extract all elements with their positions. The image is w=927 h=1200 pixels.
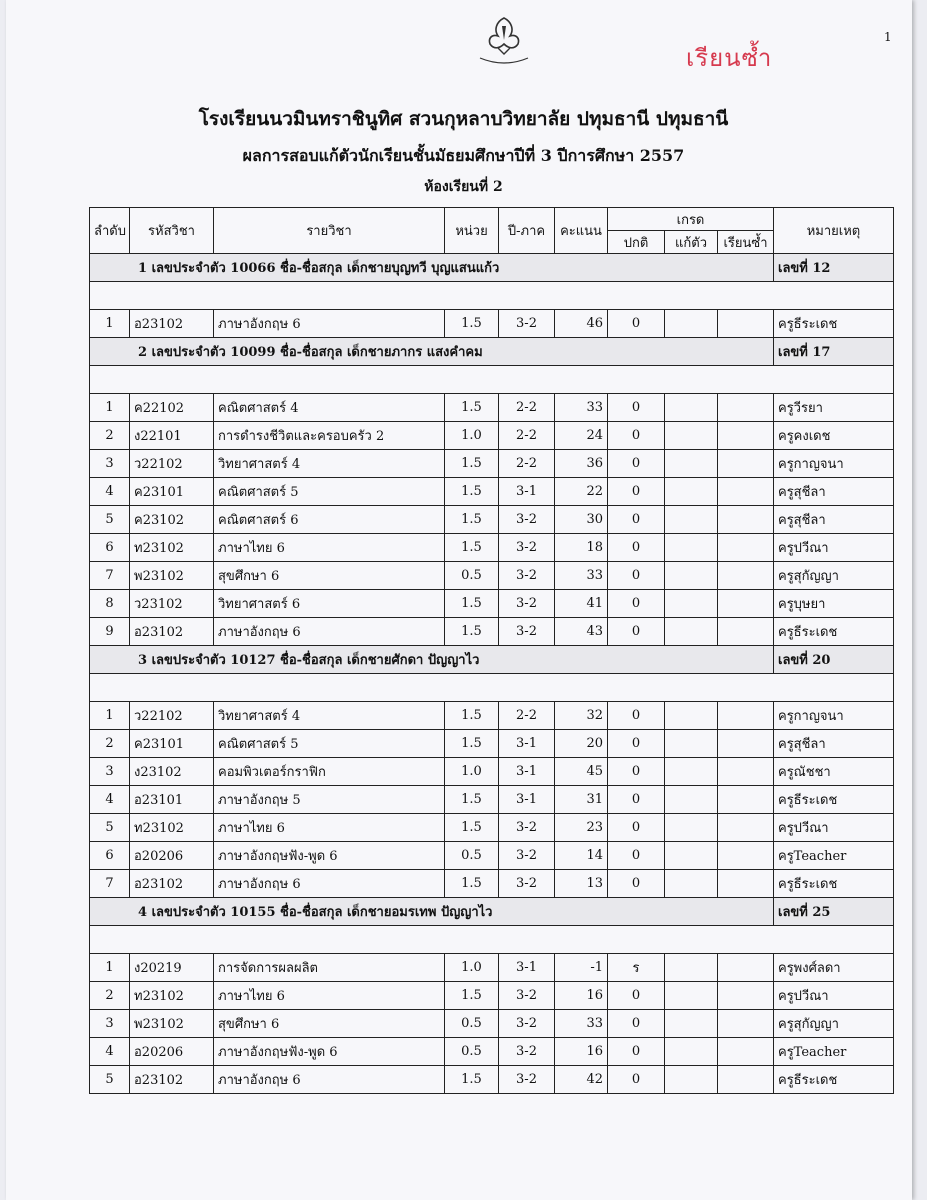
grade-normal: 0 <box>608 534 665 562</box>
subject-name: วิทยาศาสตร์ 4 <box>214 702 445 730</box>
grade-normal: 0 <box>608 422 665 450</box>
score: 16 <box>555 1038 608 1066</box>
grade-normal: 0 <box>608 618 665 646</box>
header-grade-repeat: เรียนซ้ำ <box>718 231 774 254</box>
grade-normal: 0 <box>608 394 665 422</box>
grade-repeat <box>718 450 774 478</box>
year-term: 2-2 <box>499 450 555 478</box>
header-subject: รายวิชา <box>214 208 445 254</box>
unit: 1.5 <box>445 814 499 842</box>
repeat-stamp: เรียนซ้ำ <box>686 44 773 72</box>
grade-retake <box>665 1038 718 1066</box>
row-number: 3 <box>90 450 130 478</box>
subject-name: คณิตศาสตร์ 4 <box>214 394 445 422</box>
grade-retake <box>665 450 718 478</box>
year-term: 2-2 <box>499 394 555 422</box>
year-term: 3-2 <box>499 534 555 562</box>
score: 33 <box>555 1010 608 1038</box>
row-number: 5 <box>90 1066 130 1094</box>
subject-name: ภาษาไทย 6 <box>214 982 445 1010</box>
row-number: 9 <box>90 618 130 646</box>
table-row <box>90 758 894 786</box>
section-spacer <box>90 366 894 394</box>
score: 42 <box>555 1066 608 1094</box>
subject-name: ภาษาอังกฤษ 6 <box>214 1066 445 1094</box>
unit: 1.5 <box>445 786 499 814</box>
subject-name: ภาษาอังกฤษ 5 <box>214 786 445 814</box>
subject-name: การดำรงชีวิตและครอบครัว 2 <box>214 422 445 450</box>
grade-normal: 0 <box>608 786 665 814</box>
teacher-remark: ครูวีรยา <box>774 394 894 422</box>
spacer-cell <box>90 366 894 394</box>
teacher-remark: ครูสุชีลา <box>774 478 894 506</box>
grade-repeat <box>718 730 774 758</box>
table-row <box>90 982 894 1010</box>
grade-repeat <box>718 562 774 590</box>
subject-code: อ23102 <box>130 1066 214 1094</box>
score: 13 <box>555 870 608 898</box>
score: 36 <box>555 450 608 478</box>
grade-retake <box>665 534 718 562</box>
grade-normal: 0 <box>608 758 665 786</box>
grade-retake <box>665 954 718 982</box>
unit: 1.5 <box>445 450 499 478</box>
year-term: 3-2 <box>499 590 555 618</box>
grade-retake <box>665 310 718 338</box>
subject-code: ง23102 <box>130 758 214 786</box>
table-row <box>90 814 894 842</box>
score: 46 <box>555 310 608 338</box>
teacher-remark: ครูคงเดช <box>774 422 894 450</box>
teacher-remark: ครูกาญจนา <box>774 450 894 478</box>
year-term: 3-2 <box>499 982 555 1010</box>
grade-normal: 0 <box>608 310 665 338</box>
subject-code: พ23102 <box>130 1010 214 1038</box>
student-number: เลขที่ 17 <box>774 338 894 366</box>
table-row <box>90 954 894 982</box>
table-row <box>90 1066 894 1094</box>
grade-normal: 0 <box>608 702 665 730</box>
subject-name: วิทยาศาสตร์ 6 <box>214 590 445 618</box>
year-term: 3-2 <box>499 842 555 870</box>
subject-name: วิทยาศาสตร์ 4 <box>214 450 445 478</box>
spacer-cell <box>90 282 894 310</box>
grade-normal: 0 <box>608 1038 665 1066</box>
student-header-row <box>90 898 894 926</box>
row-number: 1 <box>90 702 130 730</box>
page-number: 1 <box>884 30 892 44</box>
grade-retake <box>665 982 718 1010</box>
unit: 1.5 <box>445 730 499 758</box>
subject-code: ค23101 <box>130 478 214 506</box>
row-number: 4 <box>90 786 130 814</box>
unit: 1.0 <box>445 758 499 786</box>
teacher-remark: ครูธีระเดช <box>774 1066 894 1094</box>
score: 32 <box>555 702 608 730</box>
section-spacer <box>90 926 894 954</box>
student-number: เลขที่ 20 <box>774 646 894 674</box>
grade-normal: 0 <box>608 814 665 842</box>
score: 16 <box>555 982 608 1010</box>
teacher-remark: ครูTeacher <box>774 1038 894 1066</box>
student-number: เลขที่ 25 <box>774 898 894 926</box>
row-number: 2 <box>90 730 130 758</box>
grade-repeat <box>718 870 774 898</box>
unit: 1.5 <box>445 618 499 646</box>
subject-name: คณิตศาสตร์ 5 <box>214 478 445 506</box>
grade-repeat <box>718 758 774 786</box>
score: 23 <box>555 814 608 842</box>
table-row <box>90 1038 894 1066</box>
grade-retake <box>665 842 718 870</box>
teacher-remark: ครูสุชีลา <box>774 730 894 758</box>
subject-code: ค23102 <box>130 506 214 534</box>
year-term: 3-1 <box>499 478 555 506</box>
table-row <box>90 730 894 758</box>
row-number: 1 <box>90 954 130 982</box>
grade-normal: 0 <box>608 870 665 898</box>
teacher-remark: ครูสุกัญญา <box>774 562 894 590</box>
table-row <box>90 590 894 618</box>
student-info: 2 เลขประจำตัว 10099 ชื่อ-ชื่อสกุล เด็กชายภากร แสงคำคม <box>90 338 774 366</box>
school-seal-logo <box>476 14 532 66</box>
unit: 1.5 <box>445 870 499 898</box>
year-term: 2-2 <box>499 422 555 450</box>
table-row <box>90 394 894 422</box>
year-term: 2-2 <box>499 702 555 730</box>
teacher-remark: ครูTeacher <box>774 842 894 870</box>
subject-code: อ20206 <box>130 842 214 870</box>
header-order: ลำดับ <box>90 208 130 254</box>
unit: 1.5 <box>445 702 499 730</box>
grade-retake <box>665 506 718 534</box>
grade-retake <box>665 758 718 786</box>
row-number: 6 <box>90 534 130 562</box>
grade-repeat <box>718 982 774 1010</box>
teacher-remark: ครูพงศ์ลดา <box>774 954 894 982</box>
score: 33 <box>555 562 608 590</box>
subject-code: อ23102 <box>130 870 214 898</box>
grade-repeat <box>718 590 774 618</box>
grade-normal: 0 <box>608 982 665 1010</box>
teacher-remark: ครูปวีณา <box>774 814 894 842</box>
grade-normal: 0 <box>608 1010 665 1038</box>
subject-name: คณิตศาสตร์ 6 <box>214 506 445 534</box>
student-info: 4 เลขประจำตัว 10155 ชื่อ-ชื่อสกุล เด็กชายอมรเทพ ปัญญาไว <box>90 898 774 926</box>
score: 24 <box>555 422 608 450</box>
subject-code: ง20219 <box>130 954 214 982</box>
unit: 1.5 <box>445 534 499 562</box>
subject-name: สุขศึกษา 6 <box>214 562 445 590</box>
row-number: 6 <box>90 842 130 870</box>
school-name: โรงเรียนนวมินทราชินูทิศ สวนกุหลาบวิทยาลัย ปทุมธานี ปทุมธานี <box>198 108 729 130</box>
subject-name: ภาษาไทย 6 <box>214 534 445 562</box>
grade-retake <box>665 1010 718 1038</box>
grade-retake <box>665 618 718 646</box>
grade-repeat <box>718 478 774 506</box>
row-number: 2 <box>90 422 130 450</box>
header-score: คะแนน <box>555 208 608 254</box>
table-row <box>90 786 894 814</box>
grade-retake <box>665 478 718 506</box>
year-term: 3-2 <box>499 870 555 898</box>
unit: 0.5 <box>445 842 499 870</box>
row-number: 1 <box>90 310 130 338</box>
unit: 0.5 <box>445 1010 499 1038</box>
spacer-cell <box>90 926 894 954</box>
grade-normal: 0 <box>608 562 665 590</box>
row-number: 3 <box>90 1010 130 1038</box>
teacher-remark: ครูณัชชา <box>774 758 894 786</box>
table-row <box>90 422 894 450</box>
grade-retake <box>665 590 718 618</box>
score: 30 <box>555 506 608 534</box>
subject-name: ภาษาอังกฤษ 6 <box>214 618 445 646</box>
table-row <box>90 506 894 534</box>
subject-code: ค23101 <box>130 730 214 758</box>
grade-repeat <box>718 786 774 814</box>
subject-name: การจัดการผลผลิต <box>214 954 445 982</box>
unit: 1.5 <box>445 394 499 422</box>
unit: 1.0 <box>445 422 499 450</box>
student-info: 3 เลขประจำตัว 10127 ชื่อ-ชื่อสกุล เด็กชายศักดา ปัญญาไว <box>90 646 774 674</box>
subject-name: สุขศึกษา 6 <box>214 1010 445 1038</box>
score: -1 <box>555 954 608 982</box>
subject-code: ท23102 <box>130 534 214 562</box>
student-header-row <box>90 646 894 674</box>
grade-normal: 0 <box>608 450 665 478</box>
grade-repeat <box>718 310 774 338</box>
row-number: 7 <box>90 870 130 898</box>
year-term: 3-2 <box>499 1038 555 1066</box>
year-term: 3-2 <box>499 506 555 534</box>
subject-name: ภาษาไทย 6 <box>214 814 445 842</box>
header-grade: เกรด <box>608 208 774 231</box>
subject-name: ภาษาอังกฤษ 6 <box>214 310 445 338</box>
subject-code: อ23101 <box>130 786 214 814</box>
grade-repeat <box>718 702 774 730</box>
subject-code: ว22102 <box>130 702 214 730</box>
table-row <box>90 702 894 730</box>
unit: 1.5 <box>445 590 499 618</box>
year-term: 3-2 <box>499 562 555 590</box>
grade-retake <box>665 870 718 898</box>
teacher-remark: ครูสุกัญญา <box>774 1010 894 1038</box>
table-row <box>90 310 894 338</box>
score: 43 <box>555 618 608 646</box>
header-unit: หน่วย <box>445 208 499 254</box>
unit: 1.5 <box>445 1066 499 1094</box>
subject-code: อ23102 <box>130 310 214 338</box>
report-title: ผลการสอบแก้ตัวนักเรียนชั้นมัธยมศึกษาปีที่ 3 ปีการศึกษา 2557 <box>242 146 685 165</box>
grades-table <box>89 207 894 1094</box>
unit: 1.5 <box>445 310 499 338</box>
grade-normal: 0 <box>608 842 665 870</box>
grade-repeat <box>718 814 774 842</box>
grade-normal: 0 <box>608 1066 665 1094</box>
subject-code: ท23102 <box>130 814 214 842</box>
grade-repeat <box>718 534 774 562</box>
grade-repeat <box>718 842 774 870</box>
table-row <box>90 842 894 870</box>
grade-retake <box>665 422 718 450</box>
row-number: 2 <box>90 982 130 1010</box>
row-number: 3 <box>90 758 130 786</box>
subject-code: ว22102 <box>130 450 214 478</box>
year-term: 3-1 <box>499 786 555 814</box>
unit: 0.5 <box>445 562 499 590</box>
unit: 1.0 <box>445 954 499 982</box>
grade-normal: 0 <box>608 478 665 506</box>
grade-retake <box>665 562 718 590</box>
unit: 1.5 <box>445 982 499 1010</box>
score: 31 <box>555 786 608 814</box>
table-row <box>90 562 894 590</box>
row-number: 1 <box>90 394 130 422</box>
header-grade-normal: ปกติ <box>608 231 665 254</box>
classroom-label: ห้องเรียนที่ 2 <box>424 179 503 195</box>
subject-name: คณิตศาสตร์ 5 <box>214 730 445 758</box>
grade-retake <box>665 702 718 730</box>
unit: 1.5 <box>445 478 499 506</box>
teacher-remark: ครูบุษยา <box>774 590 894 618</box>
subject-code: ว23102 <box>130 590 214 618</box>
grade-normal: 0 <box>608 730 665 758</box>
score: 33 <box>555 394 608 422</box>
header-grade-retake: แก้ตัว <box>665 231 718 254</box>
subject-code: อ23102 <box>130 618 214 646</box>
student-header-row <box>90 254 894 282</box>
teacher-remark: ครูปวีณา <box>774 534 894 562</box>
year-term: 3-2 <box>499 814 555 842</box>
year-term: 3-2 <box>499 310 555 338</box>
row-number: 4 <box>90 1038 130 1066</box>
row-number: 7 <box>90 562 130 590</box>
year-term: 3-2 <box>499 1066 555 1094</box>
grade-retake <box>665 786 718 814</box>
spacer-cell <box>90 674 894 702</box>
subject-code: พ23102 <box>130 562 214 590</box>
score: 22 <box>555 478 608 506</box>
score: 41 <box>555 590 608 618</box>
header-code: รหัสวิชา <box>130 208 214 254</box>
grade-retake <box>665 1066 718 1094</box>
unit: 1.5 <box>445 506 499 534</box>
subject-code: ง22101 <box>130 422 214 450</box>
row-number: 4 <box>90 478 130 506</box>
score: 18 <box>555 534 608 562</box>
grade-repeat <box>718 506 774 534</box>
section-spacer <box>90 282 894 310</box>
row-number: 5 <box>90 814 130 842</box>
subject-code: อ20206 <box>130 1038 214 1066</box>
grade-normal: ร <box>608 954 665 982</box>
year-term: 3-2 <box>499 618 555 646</box>
grade-repeat <box>718 1066 774 1094</box>
table-row <box>90 1010 894 1038</box>
teacher-remark: ครูปวีณา <box>774 982 894 1010</box>
teacher-remark: ครูธีระเดช <box>774 310 894 338</box>
grade-repeat <box>718 394 774 422</box>
subject-name: ภาษาอังกฤษฟัง-พูด 6 <box>214 842 445 870</box>
header-year-term: ปี-ภาค <box>499 208 555 254</box>
teacher-remark: ครูกาญจนา <box>774 702 894 730</box>
row-number: 8 <box>90 590 130 618</box>
grade-repeat <box>718 1038 774 1066</box>
student-info: 1 เลขประจำตัว 10066 ชื่อ-ชื่อสกุล เด็กชายบุญทวี บุญแสนแก้ว <box>90 254 774 282</box>
unit: 0.5 <box>445 1038 499 1066</box>
grade-retake <box>665 394 718 422</box>
teacher-remark: ครูธีระเดช <box>774 618 894 646</box>
score: 14 <box>555 842 608 870</box>
grade-normal: 0 <box>608 506 665 534</box>
score: 20 <box>555 730 608 758</box>
teacher-remark: ครูสุชีลา <box>774 506 894 534</box>
year-term: 3-2 <box>499 1010 555 1038</box>
grade-repeat <box>718 422 774 450</box>
teacher-remark: ครูธีระเดช <box>774 870 894 898</box>
teacher-remark: ครูธีระเดช <box>774 786 894 814</box>
grade-normal: 0 <box>608 590 665 618</box>
year-term: 3-1 <box>499 758 555 786</box>
year-term: 3-1 <box>499 730 555 758</box>
score: 45 <box>555 758 608 786</box>
grade-repeat <box>718 1010 774 1038</box>
table-row <box>90 478 894 506</box>
student-header-row <box>90 338 894 366</box>
grade-repeat <box>718 954 774 982</box>
row-number: 5 <box>90 506 130 534</box>
subject-code: ท23102 <box>130 982 214 1010</box>
grade-retake <box>665 814 718 842</box>
section-spacer <box>90 674 894 702</box>
year-term: 3-1 <box>499 954 555 982</box>
grade-repeat <box>718 618 774 646</box>
subject-name: ภาษาอังกฤษ 6 <box>214 870 445 898</box>
table-row <box>90 870 894 898</box>
subject-name: ภาษาอังกฤษฟัง-พูด 6 <box>214 1038 445 1066</box>
subject-name: คอมพิวเตอร์กราฟิก <box>214 758 445 786</box>
table-row <box>90 618 894 646</box>
student-number: เลขที่ 12 <box>774 254 894 282</box>
header-remark: หมายเหตุ <box>774 208 894 254</box>
grade-retake <box>665 730 718 758</box>
table-row <box>90 534 894 562</box>
subject-code: ค22102 <box>130 394 214 422</box>
table-row <box>90 450 894 478</box>
